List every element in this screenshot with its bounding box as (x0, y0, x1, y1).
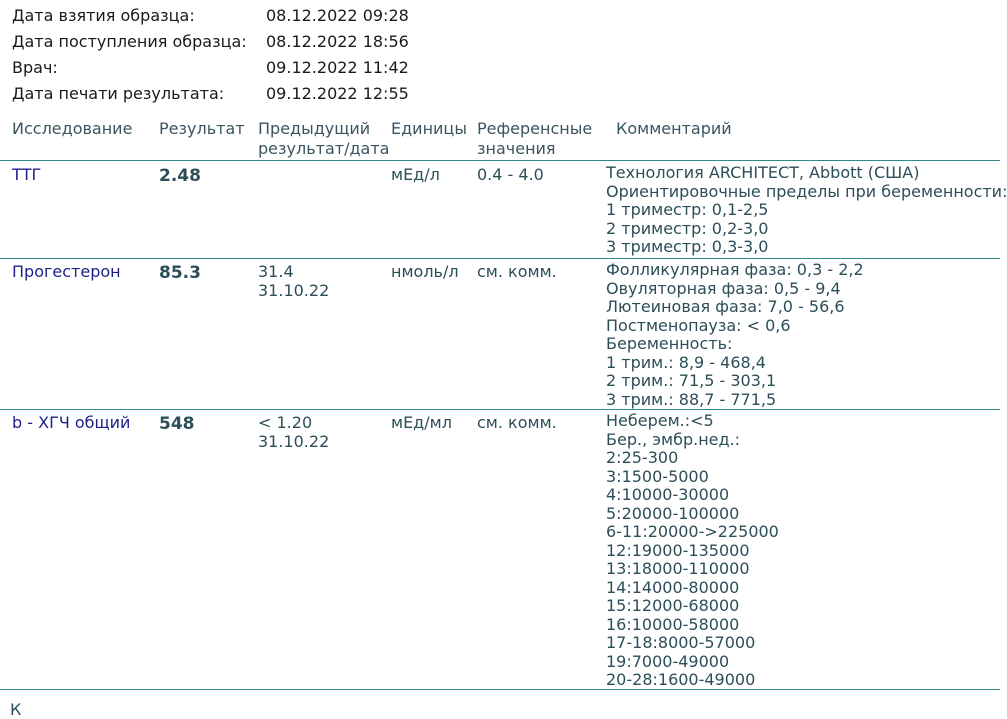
comment-line: 4:10000-30000 (606, 485, 730, 504)
comment-line: 3:1500-5000 (606, 466, 709, 486)
reference-range: 0.4 - 4.0 (477, 165, 544, 184)
footer-partial-text (10, 700, 180, 719)
test-result: 2.48 (159, 166, 201, 186)
col-reference-header-line1: Референсные (477, 119, 593, 138)
print-date-label: Дата печати результата: (12, 84, 225, 103)
col-reference-header-line2: значения (477, 139, 556, 158)
row-divider (0, 258, 1000, 259)
comment-line: 17-18:8000-57000 (606, 633, 756, 652)
comment-line: 12:19000-135000 (606, 540, 750, 560)
reference-range: см. комм. (477, 413, 557, 432)
comment-line: Лютеиновая фаза: 7,0 - 56,6 (606, 297, 845, 316)
col-result-header: Результат (159, 119, 245, 138)
collected-date-label: Дата взятия образца: (12, 6, 195, 25)
row-divider (0, 689, 1000, 690)
comment-line: Овуляторная фаза: 0,5 - 9,4 (606, 278, 841, 298)
test-result: 548 (159, 414, 195, 434)
comment-line: Технология ARCHITECT, Abbott (США) (606, 163, 920, 182)
comment-line: 3 трим.: 88,7 - 771,5 (606, 389, 777, 409)
test-comment (606, 261, 864, 409)
comment-line: 13:18000-110000 (606, 559, 750, 578)
comment-line: 14:14000-80000 (606, 577, 740, 597)
test-name: Прогестерон (12, 262, 121, 281)
test-name: b - ХГЧ общий (12, 413, 131, 432)
previous-date: 31.10.22 (258, 280, 330, 300)
doctor-value: 09.12.2022 11:42 (266, 58, 409, 77)
received-date-label: Дата поступления образца: (12, 32, 247, 51)
comment-line: Бер., эмбр.нед.: (606, 429, 741, 449)
comment-line: 2 трим.: 71,5 - 303,1 (606, 371, 777, 390)
col-previous-header-line2: результат/дата (258, 139, 390, 158)
footer-partial-label: К (10, 700, 22, 719)
doctor-label: Врач: (12, 58, 58, 77)
test-comment (606, 412, 779, 690)
previous-result: < 1.20 (258, 413, 313, 432)
col-comment-header: Комментарий (616, 119, 732, 138)
collected-date-value: 08.12.2022 09:28 (266, 6, 409, 25)
col-test-header: Исследование (12, 119, 133, 138)
received-date-value: 08.12.2022 18:56 (266, 32, 409, 51)
comment-line: 20-28:1600-49000 (606, 670, 756, 689)
reference-range: см. комм. (477, 262, 557, 281)
comment-line: 19:7000-49000 (606, 651, 730, 671)
comment-line: Ориентировочные пределы при беременности: (606, 181, 1007, 201)
test-units: нмоль/л (391, 262, 459, 281)
print-date-value: 09.12.2022 12:55 (266, 84, 409, 103)
row-divider (0, 409, 1000, 410)
col-reference-header (477, 119, 592, 159)
comment-line: 6-11:20000->225000 (606, 522, 779, 541)
comment-line: 2:25-300 (606, 448, 679, 467)
previous-value (258, 263, 329, 300)
comment-line: 16:10000-58000 (606, 614, 740, 634)
test-result: 85.3 (159, 263, 201, 283)
comment-line: Фолликулярная фаза: 0,3 - 2,2 (606, 260, 864, 279)
test-comment (606, 164, 1007, 257)
col-previous-header (258, 119, 389, 159)
comment-line: 1 триместр: 0,1-2,5 (606, 200, 769, 219)
comment-line: Беременность: (606, 334, 733, 353)
previous-result: 31.4 (258, 262, 294, 281)
comment-line: 5:20000-100000 (606, 503, 740, 523)
test-name: ТТГ (12, 165, 42, 184)
comment-line: Неберем.:<5 (606, 411, 714, 430)
header-divider (0, 160, 1000, 161)
previous-date: 31.10.22 (258, 431, 330, 451)
previous-value (258, 414, 329, 451)
comment-line: Постменопауза: < 0,6 (606, 315, 791, 335)
col-previous-header-line1: Предыдущий (258, 119, 371, 138)
col-units-header: Единицы (391, 119, 467, 138)
comment-line: 1 трим.: 8,9 - 468,4 (606, 352, 766, 372)
test-units: мЕд/л (391, 165, 440, 184)
comment-line: 2 триместр: 0,2-3,0 (606, 218, 769, 238)
comment-line: 15:12000-68000 (606, 596, 740, 615)
test-units: мЕд/мл (391, 413, 452, 432)
comment-line: 3 триместр: 0,3-3,0 (606, 237, 769, 256)
